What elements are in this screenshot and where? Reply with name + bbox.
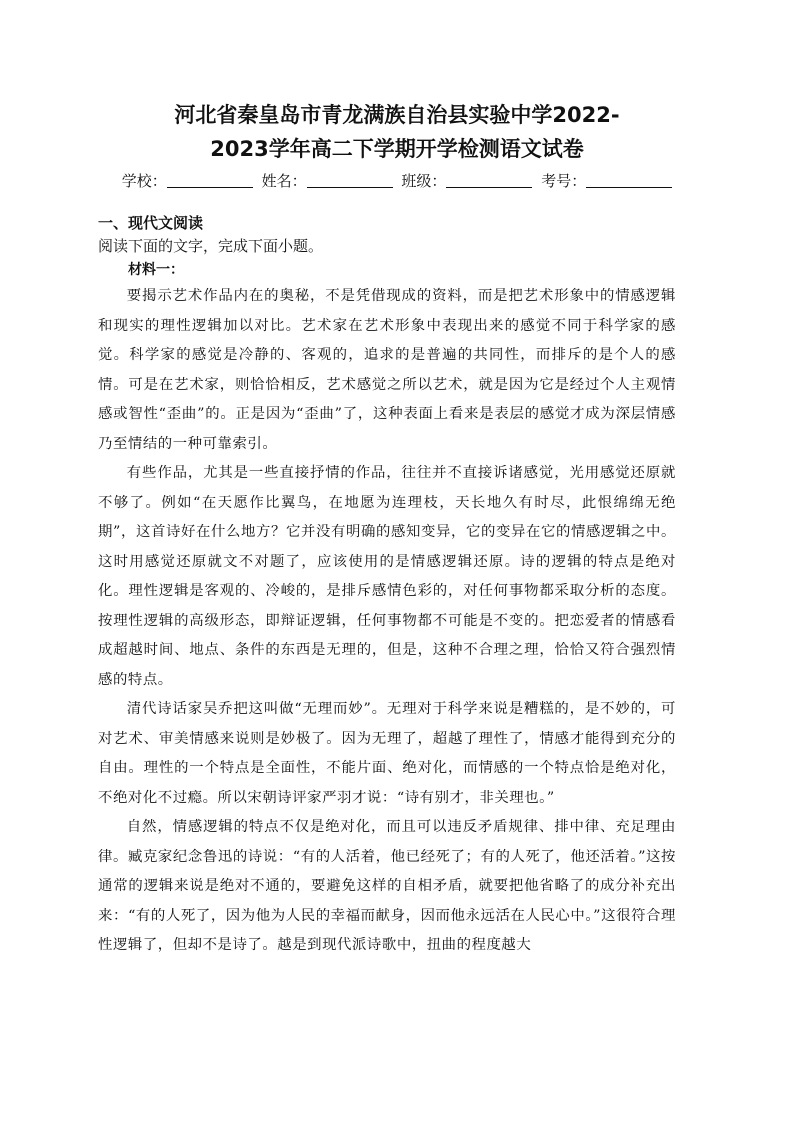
class-blank[interactable] xyxy=(446,172,532,188)
exam-title-line1: 河北省秦皇岛市青龙满族自治县实验中学2022- xyxy=(174,103,620,127)
exam-number-field xyxy=(541,168,672,194)
material-label: 材料一： xyxy=(128,262,184,278)
name-label: 姓名： xyxy=(261,172,307,190)
passage-paragraph: 有些作品，尤其是一些直接抒情的作品，往往并不直接诉诸感觉，光用感觉还原就不够了。例如“在天愿作比翼鸟，在地愿为连理枝，天长地久有时尽，此恨绵绵无绝期”，这首诗好在什么地方？它并没有明确的感知变异，它的变异在它的情感逻辑之中。这时用感觉还原就文不对题了，应该使用的是情感逻辑还原。诗的逻辑的特点是绝对化。理性逻辑是客观的、冷峻的，是排斥感情色彩的，对任何事物都采取分析的态度。按理性逻辑的高级形态，即辩证逻辑，任何事物都不可能是不变的。把恋爱者的情感看成超越时间、地点、条件的东西是无理的，但是，这种不合理之理，恰恰又符合强烈情感的特点。 xyxy=(98,465,676,688)
school-field xyxy=(122,168,253,194)
exam-title-line2: 2023学年高二下学期开学检测语文试卷 xyxy=(210,137,584,161)
passage-paragraph: 要揭示艺术作品内在的奥秘，不是凭借现成的资料，而是把艺术形象中的情感逻辑和现实的理性逻辑加以对比。艺术家在艺术形象中表现出来的感觉不同于科学家的感觉。科学家的感觉是冷静的、客观的，追求的是普遍的共同性，而排斥的是个人的感情。可是在艺术家，则恰恰相反，艺术感觉之所以艺术，就是因为它是经过个人主观情感或智性“歪曲”的。正是因为“歪曲”了，这种表面上看来是表层的感觉才成为深层情感乃至情结的一种可靠索引。 xyxy=(98,288,676,452)
passage-paragraph: 清代诗话家吴乔把这叫做“无理而妙”。无理对于科学来说是糟糕的，是不妙的，可对艺术、审美情感来说则是妙极了。因为无理了，超越了理性了，情感才能得到充分的自由。理性的一个特点是全面性，不能片面、绝对化，而情感的一个特点恰是绝对化，不绝对化不过瘾。所以宋朝诗评家严羽才说：“诗有别才，非关理也。” xyxy=(98,701,676,806)
exam-number-label: 考号： xyxy=(541,172,587,190)
class-label: 班级： xyxy=(401,172,447,190)
name-blank[interactable] xyxy=(307,172,393,188)
exam-number-blank[interactable] xyxy=(586,172,672,188)
school-blank[interactable] xyxy=(167,172,253,188)
passage-paragraph: 自然，情感逻辑的特点不仅是绝对化，而且可以违反矛盾规律、排中律、充足理由律。臧克家纪念鲁迅的诗说：“有的人活着，他已经死了；有的人死了，他还活着。”这按通常的逻辑来说是绝对不通的，要避免这样的自相矛盾，就要把他省略了的成分补充出来：“有的人死了，因为他为人民的幸福而献身，因而他永远活在人民心中。”这很符合理性逻辑了，但却不是诗了。越是到现代派诗歌中，扭曲的程度越大 xyxy=(98,819,676,953)
student-info-row xyxy=(98,168,676,194)
section-heading: 一、现代文阅读 xyxy=(98,214,204,232)
class-field xyxy=(401,168,532,194)
school-label: 学校： xyxy=(121,172,167,190)
reading-instruction: 阅读下面的文字，完成下面小题。 xyxy=(98,237,324,255)
name-field xyxy=(262,168,393,194)
